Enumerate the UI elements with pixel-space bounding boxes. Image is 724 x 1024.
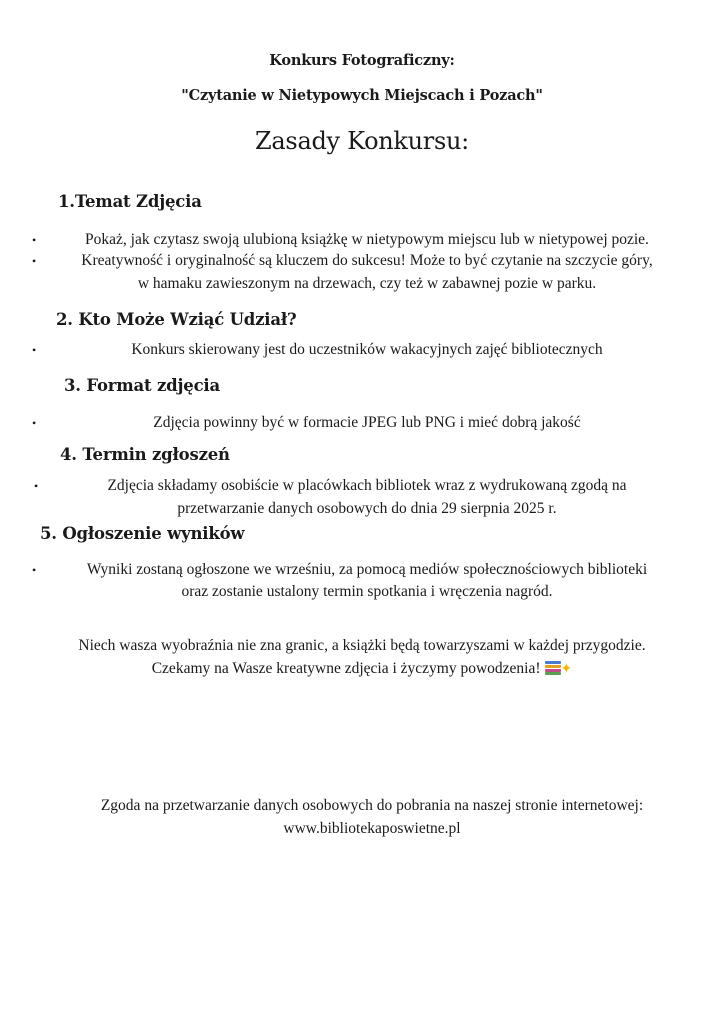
bullet-text: Wyniki zostaną ogłoszone we wrześniu, za pomocą mediów społecznościowych biblioteki — [86, 561, 648, 578]
section-heading-4: 4. Termin zgłoszeń — [60, 445, 230, 464]
bullet-icon: • — [34, 479, 39, 493]
bullet-text: Zdjęcia powinny być w formacie JPEG lub PNG i mieć dobrą jakość — [153, 414, 581, 431]
bullet-text: Konkurs skierowany jest do uczestników wakacyjnych zajęć bibliotecznych — [131, 341, 603, 358]
bullet-icon: • — [32, 563, 37, 577]
book-spine — [545, 665, 561, 668]
bullet-text: Zdjęcia składamy osobiście w placówkach bibliotek wraz z wydrukowaną zgodą na — [107, 477, 627, 494]
bullet-text: oraz zostanie ustalony termin spotkania i wręczenia nagród. — [181, 583, 553, 600]
section-heading-1: 1.Temat Zdjęcia — [58, 192, 202, 211]
bullet-icon: • — [32, 233, 37, 247]
sparkles-icon: ✦ — [560, 662, 573, 677]
contest-subtitle: "Czytanie w Nietypowych Miejscach i Pozach" — [181, 87, 543, 104]
bullet-icon: • — [32, 254, 37, 268]
bullet-text: Kreatywność i oryginalność są kluczem do sukcesu! Może to być czytanie na szczycie góry, — [81, 252, 653, 269]
closing-text: Czekamy na Wasze kreatywne zdjęcia i życzymy powodzenia! — [151, 660, 541, 677]
bullet-icon: • — [32, 416, 37, 430]
website-link[interactable]: www.bibliotekaposwietne.pl — [283, 820, 461, 837]
bullet-text: Pokaż, jak czytasz swoją ulubioną książkę w nietypowym miejscu lub w nietypowej pozie. — [85, 231, 649, 248]
books-icon — [545, 661, 561, 675]
contest-title: Konkurs Fotograficzny: — [269, 52, 455, 69]
bullet-text: w hamaku zawieszonym na drzewach, czy też w zabawnej pozie w parku. — [137, 275, 597, 292]
section-heading-5: 5. Ogłoszenie wyników — [40, 524, 245, 543]
closing-line-1: Niech wasza wyobraźnia nie zna granic, a książki będą towarzyszami w każdej przygodzie. — [78, 637, 646, 654]
bullet-icon: • — [32, 343, 37, 357]
section-heading-3: 3. Format zdjęcia — [64, 376, 220, 395]
book-spine — [545, 672, 561, 675]
book-spine — [545, 661, 561, 664]
bullet-text: przetwarzanie danych osobowych do dnia 29 sierpnia 2025 r. — [177, 500, 557, 517]
rules-title: Zasady Konkursu: — [255, 127, 469, 155]
consent-info: Zgoda na przetwarzanie danych osobowych do pobrania na naszej stronie internetowej: — [100, 797, 644, 814]
closing-line-2 — [0, 657, 724, 682]
section-heading-2: 2. Kto Może Wziąć Udział? — [56, 310, 297, 329]
